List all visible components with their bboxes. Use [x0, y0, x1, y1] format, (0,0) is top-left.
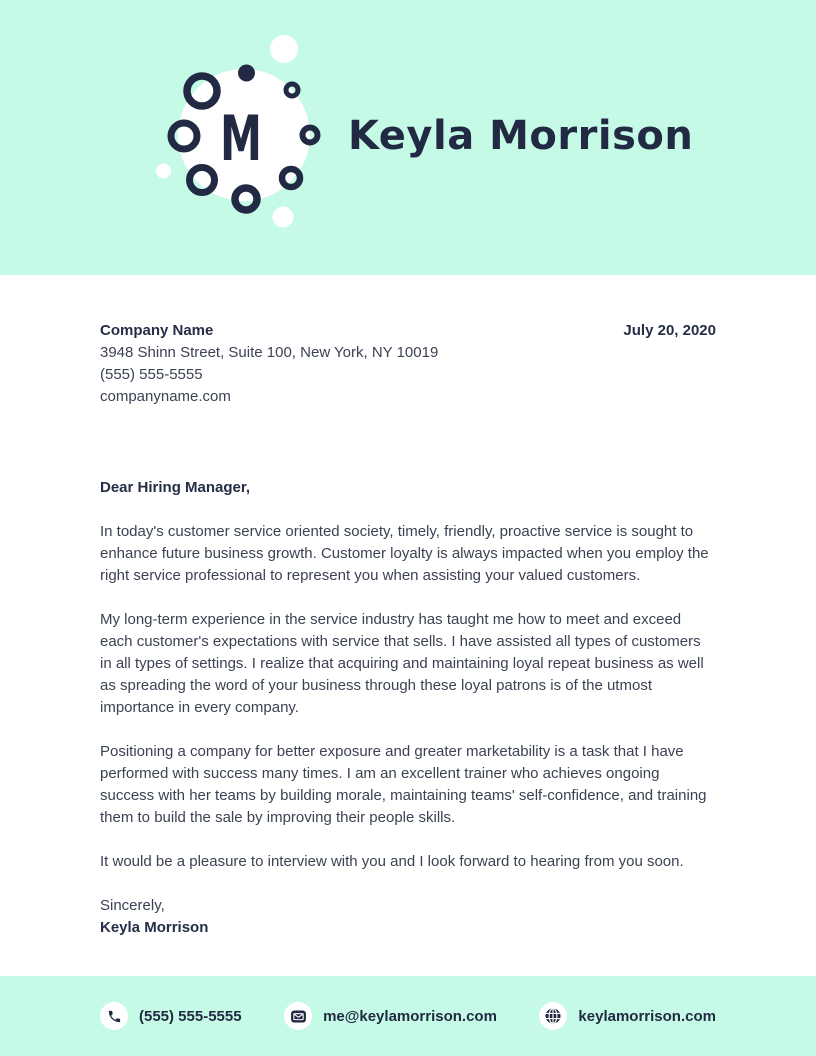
letter-paragraph-3: Positioning a company for better exposure and greater marketability is a task that I have performed with success many times. I am an excellent trainer who achieves ongoing success with her teams by building morale, maintaining teams' self-confidence, and training them to build the sale by improving their people skills. [100, 743, 707, 826]
contact-website [539, 1002, 716, 1030]
letter-content [100, 477, 716, 939]
letter-paragraph-2: My long-term experience in the service industry has taught me how to meet and exceed each customer's expectations with service that sells. I have assisted all types of customers in all types of settings. I realize that acquiring and maintaining loyal repeat business as well as spreading the word of your business through these loyal patrons is of the utmost importance in every company. [100, 611, 704, 716]
salutation: Dear Hiring Manager, [100, 479, 251, 496]
letter-date: July 20, 2020 [623, 322, 716, 339]
letter-body [0, 275, 816, 976]
info-row [100, 320, 716, 408]
company-address: 3948 Shinn Street, Suite 100, New York, NY 10019 [100, 344, 439, 361]
contact-email-label: me@keylamorrison.com [323, 1007, 497, 1025]
contact-phone-label: (555) 555-5555 [139, 1007, 242, 1025]
recipient-block [100, 320, 438, 408]
letter-paragraph-4: It would be a pleasure to interview with you and I look forward to hearing from you soon. [100, 853, 684, 870]
company-phone: (555) 555-5555 [100, 366, 203, 383]
contact-email [284, 1002, 497, 1030]
signature-name: Keyla Morrison [100, 919, 209, 936]
contact-website-label: keylamorrison.com [578, 1007, 716, 1025]
phone-icon [100, 1002, 128, 1030]
contact-phone [100, 1002, 242, 1030]
page-title: Keyla Morrison [348, 113, 694, 159]
letter-paragraph-1: In today's customer service oriented society, timely, friendly, proactive service is sought to enhance future business growth. Customer loyalty is always impacted when you employ the right service professional to represent you when assisting your valued customers. [100, 523, 709, 584]
globe-icon [539, 1002, 567, 1030]
company-website: companyname.com [100, 388, 231, 405]
logo-letter: M [220, 102, 262, 175]
circle-cluster-monogram-logo [150, 30, 326, 230]
closing-line: Sincerely, [100, 897, 165, 914]
letterhead-footer [0, 976, 816, 1056]
email-icon [284, 1002, 312, 1030]
letterhead-header [0, 0, 816, 275]
company-name: Company Name [100, 322, 214, 339]
